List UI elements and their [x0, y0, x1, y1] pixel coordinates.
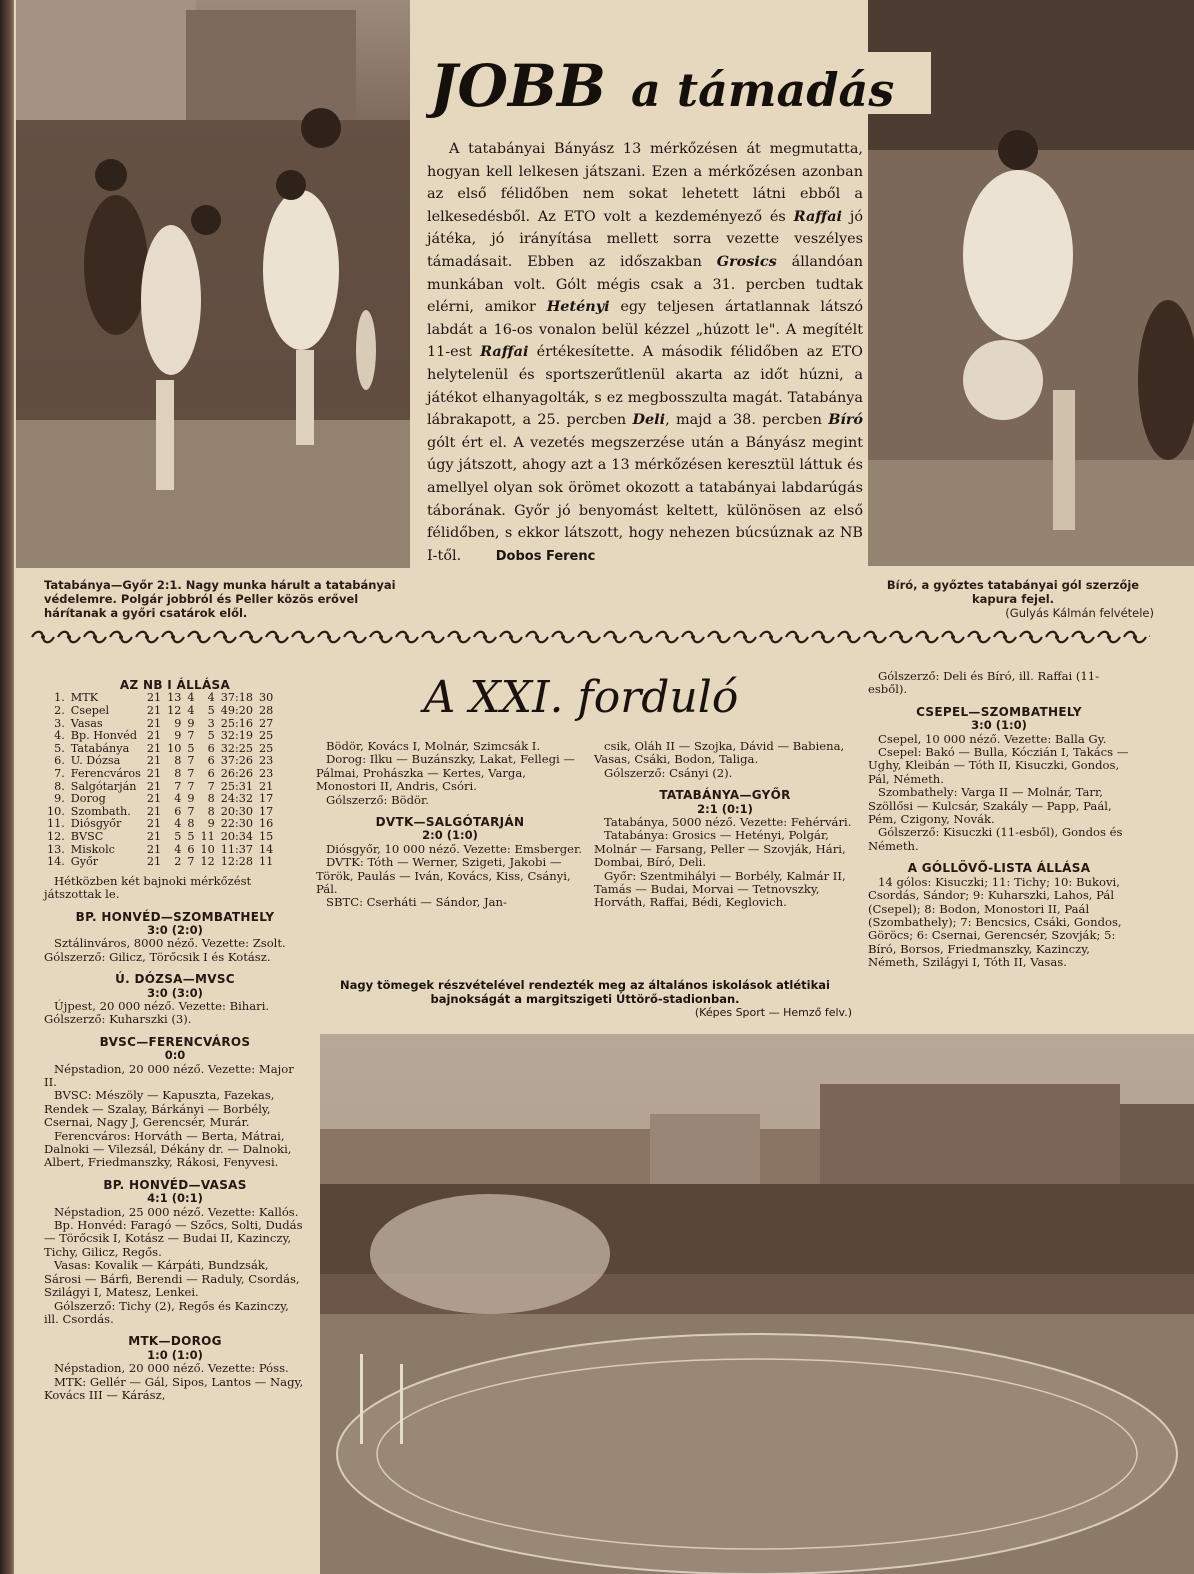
match-score: 1:0 (1:0): [147, 1347, 203, 1362]
standings-cell: 21: [146, 766, 162, 780]
article-name: Grosics: [716, 252, 777, 270]
column-2: [316, 740, 584, 910]
standings-row: [44, 831, 276, 844]
column-3: [594, 740, 856, 910]
match-heading: BVSC—FERENCVÁROS: [99, 1034, 251, 1049]
match-text: MTK: Gellér — Gál, Sipos, Lantos — Nagy, Kovács III — Kárász,: [44, 1374, 304, 1402]
match-text: Diósgyőr, 10 000 néző. Vezette: Emsberger.: [326, 841, 582, 856]
standings-cell: 8: [174, 754, 182, 768]
match-text: Csepel, 10 000 néző. Vezette: Balla Gy.: [878, 731, 1107, 746]
standings-row: [44, 730, 276, 743]
team-name: Dorog: [70, 792, 106, 806]
standings-cell: 14: [258, 842, 274, 856]
standings-cell: 21: [146, 855, 162, 869]
team-name: Győr: [70, 855, 99, 869]
match-text: Népstadion, 20 000 néző. Vezette: Póss.: [54, 1361, 289, 1376]
match-text: Szombathely: Varga II — Molnár, Tarr, Szöllősi — Kulcsár, Szakály — Papp, Paál, Pém, Czigony, Novák.: [868, 785, 1112, 827]
team-name: Tatabánya: [70, 741, 130, 755]
standings-cell: 5: [187, 741, 195, 755]
article-name: Raffai: [480, 343, 529, 361]
standings-cell: 12: [167, 704, 182, 717]
ornamental-divider: [30, 628, 1150, 646]
standings-cell: 21: [146, 817, 162, 831]
right-caption-text: Bíró, a győztes tatabányai gól szerzője kapura fejel.: [886, 578, 1140, 606]
standings-cell: 28: [258, 704, 274, 717]
standings-cell: 26:26: [220, 766, 253, 780]
standings-cell: 32:19: [220, 729, 253, 743]
match-text: Újpest, 20 000 néző. Vezette: Bihari. Gólszerző: Kuharszki (3).: [44, 998, 270, 1027]
article-name: Hetényi: [546, 298, 610, 316]
standings-cell: 5: [207, 729, 215, 743]
right-photo-caption: [872, 578, 1154, 620]
column-1-results: [44, 911, 306, 1403]
standings-cell: 11.: [47, 817, 65, 831]
standings-cell: 4: [174, 792, 182, 806]
standings-cell: 21: [146, 829, 162, 843]
article-text: egy teljesen ártatlannak látszó labdát a 16-os vonalon belül kézzel „húzott le". A megítélt 11-est: [427, 299, 863, 361]
article-text: gólt ért el. A vezetés megszerzése után a Bányász megint úgy játszott, ahogy azt a 13 mérkőzésen keresztül láttuk és amellyel olyan sok örömet okozott a tatabányai labdarúgás táborának. Győr jó benyomást keltett, különösen az első félidőben, s ekkor látszott, hogy nehezen búcsúznak az NB I-től.: [427, 434, 863, 564]
standings-cell: 22:30: [220, 817, 253, 831]
standings-cell: 21: [258, 779, 274, 793]
standings-cell: 6: [207, 754, 215, 768]
standings-cell: 7: [187, 855, 195, 869]
standings-cell: 6: [207, 741, 215, 755]
match-text: Sztálinváros, 8000 néző. Vezette: Zsolt. Gólszerző: Gilicz, Törőcsik I és Kotász.: [44, 936, 286, 964]
team-name: U. Dózsa: [70, 754, 121, 768]
standings-cell: 27: [258, 716, 274, 730]
standings-cell: 9.: [54, 792, 65, 806]
match-heading: TATABÁNYA—GYŐR: [659, 788, 791, 803]
match-score: 0:0: [164, 1048, 186, 1063]
article-name: Raffai: [793, 207, 842, 225]
match-text: Népstadion, 20 000 néző. Vezette: Major II.: [44, 1061, 294, 1089]
standings-cell: 21: [146, 804, 162, 818]
article-text: jó játéka, jó irányítása mellett sorra vezette veszélyes támadásait. Ebben az időszakban: [427, 208, 864, 270]
article-text: A tatabányai Bányász 13 mérkőzésen át megmutatta, hogyan kell lelkesen játszani. Ezen a mérkőzésen azonban az első félidőben nem sokat lehetett látni ebből a lelkesedésből. Az ETO volt a kezdeményező és: [427, 141, 863, 225]
match-score: 2:0 (1:0): [422, 828, 478, 843]
standings-cell: 7: [187, 779, 195, 793]
standings-cell: 21: [146, 842, 162, 856]
standings-cell: 7: [187, 766, 195, 780]
standings-cell: 10.: [47, 804, 65, 818]
standings-cell: 21: [146, 779, 162, 793]
standings-cell: 7.: [54, 766, 65, 780]
left-photo-caption: Tatabánya—Győr 2:1. Nagy munka hárult a tatabányai védelemre. Polgár jobbról és Peller közös erővel hárítanak a győri csatárok elől.: [44, 578, 396, 620]
standings-cell: 11: [258, 855, 274, 869]
standings-cell: 10: [200, 842, 215, 856]
standings-cell: 11: [200, 829, 215, 843]
standings-cell: 12: [200, 855, 215, 869]
column-2-results: [316, 740, 584, 910]
standings-cell: 17: [258, 804, 274, 818]
standings-cell: 15: [258, 829, 274, 843]
standings-cell: 4: [187, 704, 195, 717]
standings-cell: 25: [258, 729, 274, 743]
match-text: SBTC: Cserháti — Sándor, Jan-: [326, 895, 507, 910]
standings-cell: 6.: [54, 754, 65, 768]
match-text: Ferencváros: Horváth — Berta, Mátrai, Dalnoki — Vilezsál, Dékány dr. — Dalnoki, Albert, Friedmanszky, Rákosi, Fenyvesi.: [44, 1128, 292, 1170]
standings-cell: 23: [258, 754, 274, 768]
photo-athletics-stadium: [320, 1034, 1194, 1574]
match-text: Dorog: Ilku — Buzánszky, Lakat, Fellegi — Pálmai, Prohászka — Kertes, Varga, Monostori II, Andris, Csóri.: [316, 752, 576, 794]
standings-cell: 21: [146, 741, 162, 755]
round-title: A XXI. forduló: [423, 672, 739, 723]
match-text: Népstadion, 25 000 néző. Vezette: Kallós.: [54, 1204, 299, 1219]
match-heading: MTK—DOROG: [128, 1334, 222, 1349]
standings-cell: 5.: [54, 741, 65, 755]
standings-cell: 25: [258, 741, 274, 755]
article-text: , majd a 38. percben: [665, 412, 829, 429]
byline: Dobos Ferenc: [495, 548, 596, 564]
match-heading: BP. HONVÉD—SZOMBATHELY: [75, 909, 275, 924]
match-text: Gólszerző: Kisuczki (11-esből), Gondos és Németh.: [868, 825, 1123, 853]
standings-cell: 32:25: [220, 741, 253, 755]
standings-cell: 21: [146, 792, 162, 806]
standings-cell: 23: [258, 766, 274, 780]
match-text: BVSC: Mészöly — Kapuszta, Fazekas, Rendek — Szalay, Bárkányi — Borbély, Csernai, Nagy J, Gerencsér, Murár.: [44, 1088, 275, 1130]
right-photo-credit: (Gulyás Kálmán felvétele): [1005, 606, 1154, 620]
match-score: 4:1 (0:1): [147, 1191, 203, 1206]
match-text: Tatabánya: Grosics — Hetényi, Polgár, Molnár — Farsang, Peller — Szovják, Hári, Dombai, Bíró, Deli.: [594, 828, 846, 870]
standings-cell: 8: [207, 804, 215, 818]
standings-cell: 13.: [47, 842, 65, 856]
match-text: Gólszerző: Deli és Bíró, ill. Raffai (11-esből).: [868, 669, 1100, 697]
standings-cell: 20:30: [220, 804, 253, 818]
match-score: 3:0 (1:0): [971, 718, 1027, 733]
standings-cell: 9: [187, 716, 195, 730]
standings-cell: 37:18: [220, 691, 253, 705]
article-text: értékesítette. A második félidőben az ETO helytelenül és sportszerűtlenül akarta az időt húzni, a játékot elhanyagolták, s ez megbosszulta magát. Tatabánya lábrakapott, a 25. percben: [427, 344, 863, 429]
standings-cell: 4: [187, 691, 195, 705]
standings-cell: 8: [187, 817, 195, 831]
match-text: Gólszerző: Bödör.: [326, 792, 429, 807]
standings-cell: 5: [207, 704, 215, 717]
match-heading: Ú. DÓZSA—MVSC: [115, 972, 235, 987]
headline-main: JOBB: [430, 52, 607, 120]
standings-cell: 8: [174, 766, 182, 780]
standings-cell: 37:26: [220, 754, 253, 768]
standings-cell: 7: [187, 804, 195, 818]
standings-cell: 25:31: [220, 779, 253, 793]
standings-cell: 25:16: [220, 716, 253, 730]
standings-note: Hétközben két bajnoki mérkőzést játszottak le.: [44, 873, 252, 902]
column-1: [44, 670, 306, 1402]
match-score: 3:0 (2:0): [147, 922, 203, 937]
standings-cell: 21: [146, 704, 162, 717]
match-text: Gólszerző: Csányi (2).: [604, 765, 733, 780]
team-name: Salgótarján: [70, 779, 137, 793]
standings-title: AZ NB I ÁLLÁSA: [119, 678, 231, 692]
standings-cell: 4.: [54, 729, 65, 743]
standings-cell: 7: [187, 729, 195, 743]
standings-cell: 8: [207, 792, 215, 806]
article-name: Bíró: [828, 411, 863, 429]
team-name: Ferencváros: [70, 766, 141, 780]
standings-row: [44, 793, 276, 806]
match-heading: DVTK—SALGÓTARJÁN: [375, 815, 525, 830]
standings-cell: 21: [146, 691, 162, 705]
standings-cell: 16: [258, 817, 274, 831]
article-body: [427, 138, 863, 568]
standings-cell: 4: [174, 842, 182, 856]
team-name: Csepel: [70, 704, 110, 717]
standings-cell: 7: [187, 754, 195, 768]
standings-cell: 3.: [54, 716, 65, 730]
standings-cell: 49:20: [220, 704, 253, 717]
standings-row: [44, 705, 276, 718]
standings-cell: 12.: [47, 829, 65, 843]
article-text: állandóan munkában volt. Gólt mégis csak a 31. percben tudtak elérni, amikor: [427, 253, 863, 316]
athletics-caption: [318, 978, 852, 1020]
standings-cell: 5: [187, 829, 195, 843]
article-name: Deli: [632, 411, 666, 429]
column-4: [868, 670, 1130, 970]
headline-tail: a támadás: [631, 63, 895, 117]
standings-cell: 9: [174, 729, 182, 743]
standings-cell: 2: [174, 855, 182, 869]
standings-cell: 11:37: [220, 842, 253, 856]
match-text: Gólszerző: Tichy (2), Regős és Kazinczy, ill. Csordás.: [44, 1298, 289, 1326]
team-name: Diósgyőr: [70, 817, 122, 831]
standings-cell: 21: [146, 729, 162, 743]
standings-cell: 4: [174, 817, 182, 831]
standings-row: [44, 768, 276, 781]
standings-cell: 2.: [54, 704, 65, 717]
standings-table: [44, 692, 276, 868]
standings-cell: 9: [174, 716, 182, 730]
standings-cell: 8.: [54, 779, 65, 793]
match-text: Győr: Szentmihályi — Borbély, Kalmár II, Tamás — Budai, Morvai — Tetnovszky, Horváth, Raffai, Bédi, Keglovich.: [594, 868, 846, 910]
photo-football-defence: [16, 0, 410, 568]
standings-cell: 24:32: [220, 792, 253, 806]
match-text: csik, Oláh II — Szojka, Dávid — Babiena, Vasas, Csáki, Bodon, Taliga.: [594, 739, 845, 767]
match-text: 14 gólos: Kisuczki; 11: Tichy; 10: Bukovi, Csordás, Sándor; 9: Kuharszki, Lahos, Pál (Csepel); 8: Bodon, Monostori II, Paál (Szombathely); 7: Bencsics, Csáki, Gondos, Göröcs; 6: Csernai, Gerencsér, Szovják; 5: Bíró, Borsos, Friedmanszky, Kazinczy, Németh, Szilágyi I, Tóth II, Vasas.: [868, 874, 1122, 970]
standings-cell: 3: [207, 716, 215, 730]
match-heading: BP. HONVÉD—VASAS: [103, 1177, 247, 1192]
team-name: Szombath.: [70, 804, 131, 818]
standings-cell: 4: [207, 691, 215, 705]
standings-cell: 14.: [47, 855, 65, 869]
standings-row: [44, 856, 276, 869]
column-3-results: [594, 740, 856, 910]
match-heading: A GÓLLÖVŐ-LISTA ÁLLÁSA: [907, 861, 1091, 876]
standings-cell: 9: [207, 817, 215, 831]
standings-cell: 21: [146, 754, 162, 768]
headline: [426, 42, 931, 122]
standings-cell: 21: [146, 716, 162, 730]
standings-cell: 7: [174, 779, 182, 793]
team-name: Vasas: [70, 716, 103, 730]
standings-cell: 7: [207, 779, 215, 793]
match-text: Bödör, Kovács I, Molnár, Szimcsák I.: [326, 739, 541, 753]
standings-cell: 9: [187, 792, 195, 806]
standings-cell: 6: [207, 766, 215, 780]
standings-cell: 6: [174, 804, 182, 818]
team-name: BVSC: [70, 829, 104, 843]
standings-cell: 10: [167, 741, 182, 755]
match-text: Bp. Honvéd: Faragó — Szőcs, Solti, Dudás — Törőcsik I, Kotász — Budai II, Kazinczy, Tichy, Gilicz, Regős.: [44, 1218, 303, 1259]
athletics-caption-text: Nagy tömegek részvételével rendezték meg az általános iskolások atlétikai bajnokságát a margitszigeti Úttörő-stadionban.: [340, 978, 830, 1006]
match-text: Csepel: Bakó — Bulla, Kóczián I, Takács — Ughy, Kleibán — Tóth II, Kisuczki, Gondos, Pál, Németh.: [868, 745, 1129, 786]
column-4-results: [868, 670, 1130, 970]
team-name: Miskolc: [70, 842, 115, 856]
standings-cell: 17: [258, 792, 274, 806]
match-heading: CSEPEL—SZOMBATHELY: [916, 704, 1082, 719]
standings-cell: 6: [187, 842, 195, 856]
standings-cell: 5: [174, 829, 182, 843]
athletics-photo-credit: (Képes Sport — Hemző felv.): [694, 1006, 852, 1019]
standings-cell: 12:28: [220, 855, 253, 869]
match-score: 3:0 (3:0): [147, 985, 203, 1000]
standings-cell: 13: [167, 691, 182, 705]
standings-cell: 30: [258, 691, 274, 705]
match-text: Tatabánya, 5000 néző. Vezette: Fehérvári.: [604, 815, 852, 830]
match-text: DVTK: Tóth — Werner, Szigeti, Jakobi — Török, Paulás — Iván, Kovács, Kiss, Csányi, Pál.: [316, 855, 571, 897]
team-name: MTK: [70, 691, 99, 705]
match-text: Vasas: Kovalik — Kárpáti, Bundzsák, Sárosi — Bárfi, Berendi — Raduly, Csordás, Szilágyi I, Matesz, Lenkei.: [44, 1258, 300, 1300]
match-score: 2:1 (0:1): [697, 801, 753, 816]
team-name: Bp. Honvéd: [70, 729, 138, 743]
standings-cell: 20:34: [220, 829, 253, 843]
standings-cell: 1.: [54, 691, 65, 705]
